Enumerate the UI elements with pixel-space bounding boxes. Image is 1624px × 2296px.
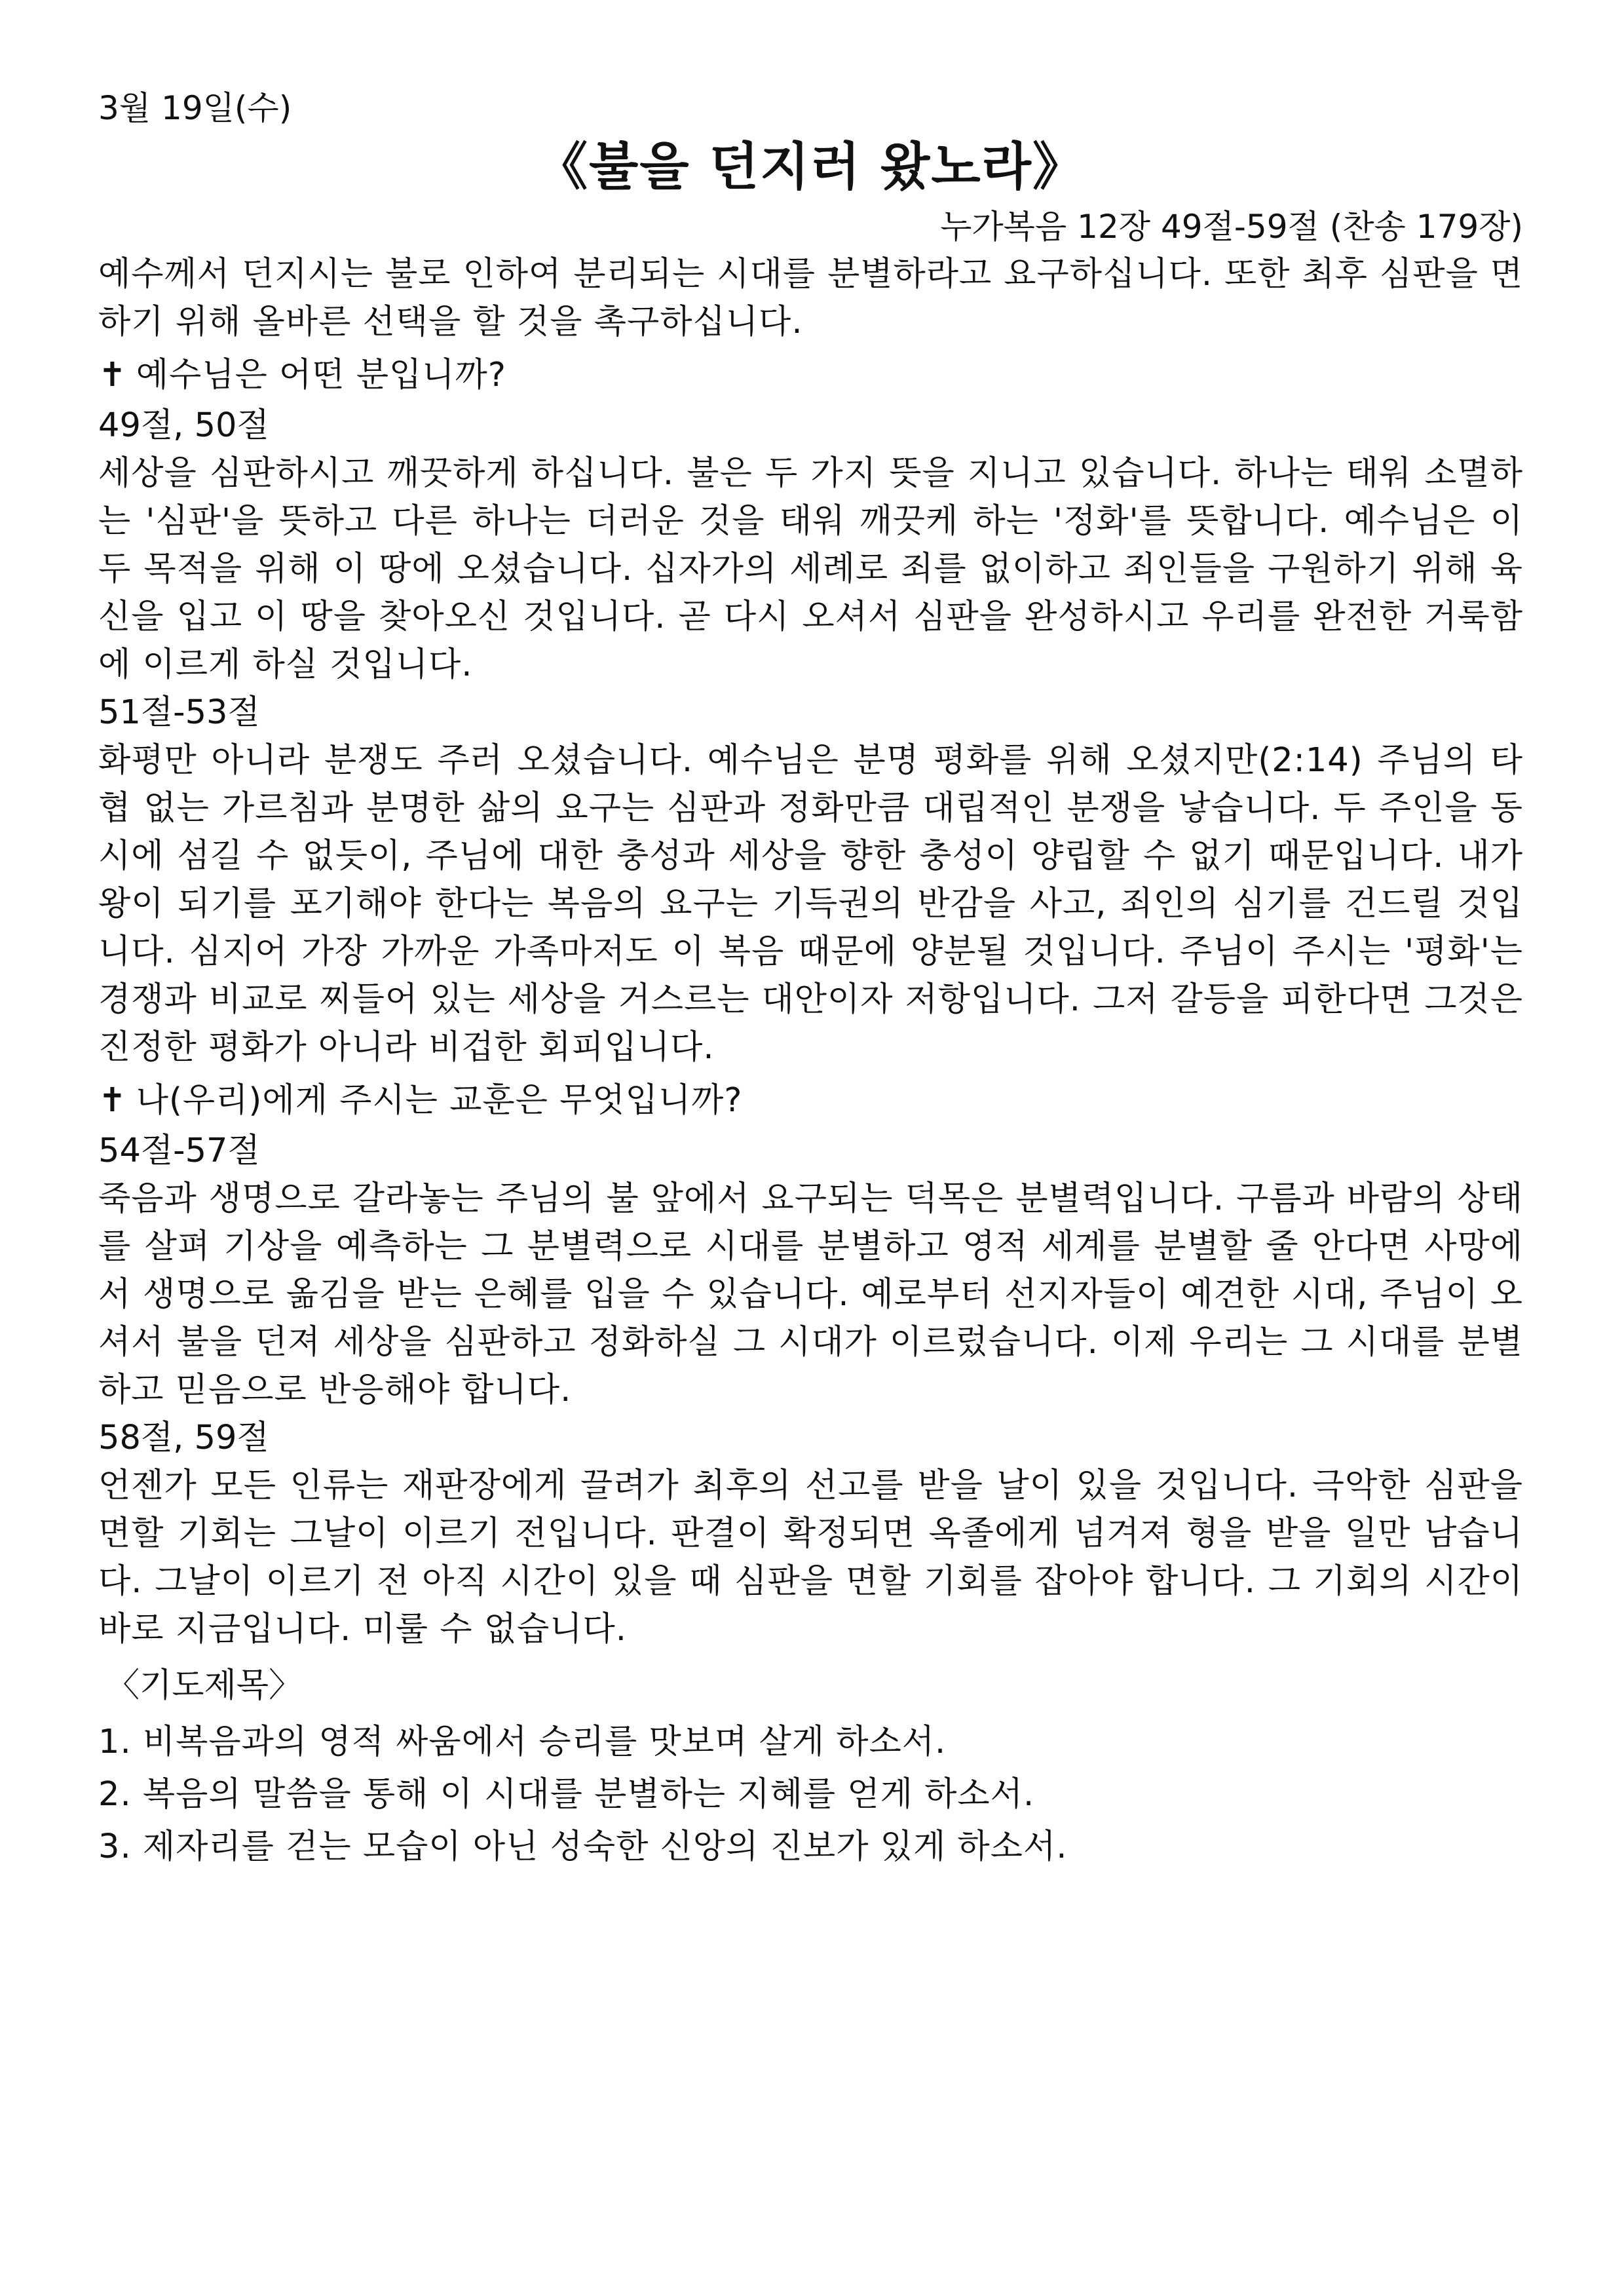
section-lesson xyxy=(98,1077,1523,1653)
verse-paragraph: 죽음과 생명으로 갈라놓는 주님의 불 앞에서 요구되는 덕목은 분별력입니다. 구름과 바람의 상태를 살펴 기상을 예측하는 그 분별력으로 시대를 분별하고 영적 세계를 분별할 줄 안다면 사망에서 생명으로 옮김을 받는 은혜를 입을 수 있습니다. 예로부터 선지자들이 예견한 시대, 주님이 오셔서 불을 던져 세상을 심판하고 정화하실 그 시대가 이르렀습니다. 이제 우리는 그 시대를 분별하고 믿음으로 반응해야 합니다. xyxy=(98,1179,1523,1409)
section-heading-text: 예수님은 어떤 분입니까? xyxy=(136,356,506,394)
verse-paragraph: 화평만 아니라 분쟁도 주러 오셨습니다. 예수님은 분명 평화를 위해 오셨지만(2:14) 주님의 타협 없는 가르침과 분명한 삶의 요구는 심판과 정화만큼 대립적인 분쟁을 낳습니다. 두 주인을 동시에 섬길 수 없듯이, 주님에 대한 충성과 세상을 향한 충성이 양립할 수 없기 때문입니다. 내가 왕이 되기를 포기해야 한다는 복음의 요구는 기득권의 반감을 사고, 죄인의 심기를 건드릴 것입니다. 심지어 가장 가까운 가족마저도 이 복음 때문에 양분될 것입니다. 주님이 주시는 '평화'는 경쟁과 비교로 찌들어 있는 세상을 거스르는 대안이자 저항입니다. 그저 갈등을 피한다면 그것은 진정한 평화가 아니라 비겁한 회피입니다. xyxy=(98,741,1523,1067)
section-heading xyxy=(98,1077,1523,1124)
prayer-list xyxy=(98,1716,1523,1873)
prayer-section xyxy=(98,1660,1523,1873)
intro-paragraph: 예수께서 던지시는 불로 인하여 분리되는 시대를 분별하라고 요구하십니다. 또한 최후 심판을 면하기 위해 올바른 선택을 할 것을 촉구하십니다. xyxy=(98,255,1523,341)
date: 3월 19일(수) xyxy=(98,89,292,127)
devotional-page xyxy=(98,85,1523,1873)
verse-paragraph: 언젠가 모든 인류는 재판장에게 끌려가 최후의 선고를 받을 날이 있을 것입니다. 극악한 심판을 면할 기회는 그날이 이르기 전입니다. 판결이 확정되면 옥졸에게 넘겨져 형을 받을 일만 남습니다. 그날이 이르기 전 아직 시간이 있을 때 심판을 면할 기회를 잡아야 합니다. 그 기회의 시간이 바로 지금입니다. 미룰 수 없습니다. xyxy=(98,1466,1523,1649)
section-heading-text: 나(우리)에게 주시는 교훈은 무엇입니까? xyxy=(136,1081,743,1120)
prayer-title: 〈기도제목〉 xyxy=(106,1666,303,1705)
verse-label: 58절, 59절 xyxy=(98,1419,269,1457)
verse-paragraph: 세상을 심판하시고 깨끗하게 하십니다. 불은 두 가지 뜻을 지니고 있습니다. 하나는 태워 소멸하는 '심판'을 뜻하고 다른 하나는 더러운 것을 태워 깨끗케 하는 '정화'를 뜻합니다. 예수님은 이 두 목적을 위해 이 땅에 오셨습니다. 십자가의 세례로 죄를 없이하고 죄인들을 구원하기 위해 육신을 입고 이 땅을 찾아오신 것입니다. 곧 다시 오셔서 심판을 완성하시고 우리를 완전한 거룩함에 이르게 하실 것입니다. xyxy=(98,454,1523,684)
verse-label: 49절, 50절 xyxy=(98,406,269,445)
verse-label: 54절-57절 xyxy=(98,1132,260,1170)
prayer-item: 3. 제자리를 걷는 모습이 아닌 성숙한 신앙의 진보가 있게 하소서. xyxy=(98,1827,1068,1866)
verse-label: 51절-53절 xyxy=(98,693,260,732)
section-who-is-jesus xyxy=(98,351,1523,1071)
prayer-item: 1. 비복음과의 영적 싸움에서 승리를 맛보며 살게 하소서. xyxy=(98,1723,947,1761)
cross-icon: ✝ xyxy=(98,1081,127,1120)
scripture-reference: 누가복음 12장 49절-59절 (찬송 179장) xyxy=(940,208,1523,246)
section-heading xyxy=(98,351,1523,399)
cross-icon: ✝ xyxy=(98,356,127,394)
prayer-item: 2. 복음의 말씀을 통해 이 시대를 분별하는 지혜를 얻게 하소서. xyxy=(98,1775,1035,1814)
page-title: 《불을 던지러 왔노라》 xyxy=(536,138,1086,197)
